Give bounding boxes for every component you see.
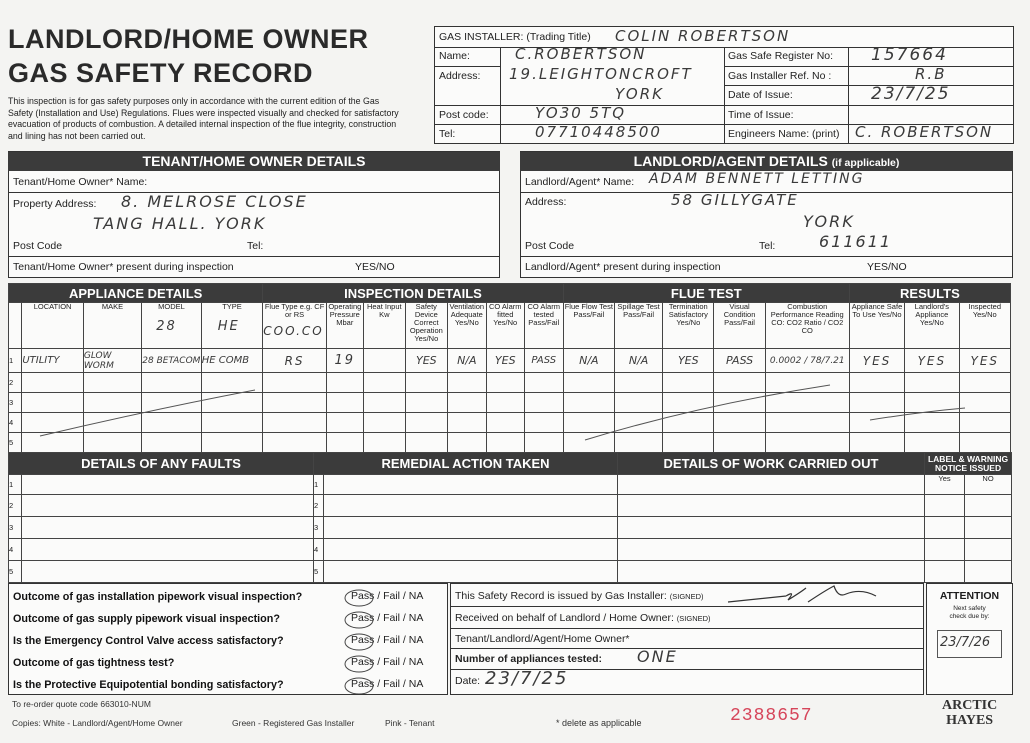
question-text: Outcome of gas tightness test?: [13, 657, 175, 669]
table-row: 1 UTILITY GLOW WORM 28 BETACOM HE COMB RS 19 YES N/A YES PASS N/A N/A YES PASS 0.0002 / 78/7.21 YES YES YES: [9, 349, 1011, 373]
col-header: Visual Condition Pass/Fail: [714, 303, 765, 349]
cell[interactable]: N/A: [563, 349, 614, 373]
landlord-name-label: Landlord/Agent* Name:: [525, 176, 635, 188]
notice-header: LABEL & WARNING NOTICE ISSUED: [925, 453, 1012, 475]
installer-eng-value[interactable]: C. ROBERTSON: [855, 123, 994, 141]
installer-issue-value[interactable]: 23/7/25: [871, 84, 951, 104]
attention-sub: Next safety check due by:: [949, 605, 990, 620]
serial-number: 2388657: [730, 706, 813, 726]
col-header: Termination Satisfactory Yes/No: [663, 303, 714, 349]
copies-pink: Pink - Tenant: [385, 718, 435, 728]
col-header: Safety Device Correct Operation Yes/No: [405, 303, 447, 349]
cell[interactable]: 0.0002 / 78/7.21: [765, 349, 849, 373]
cell[interactable]: PASS: [524, 349, 563, 373]
col-header: Inspected Yes/No: [959, 303, 1010, 349]
installer-eng-label: Engineers Name: (print): [728, 128, 840, 140]
col-header: LOCATION: [22, 303, 84, 349]
landlord-address-value2[interactable]: YORK: [803, 212, 855, 231]
installer-name-label: Name:: [439, 50, 470, 62]
col-header: Combustion Performance Reading CO: CO2 Ratio / CO2 CO: [765, 303, 849, 349]
inspection-section-header: INSPECTION DETAILS: [263, 284, 563, 303]
question-text: Is the Emergency Control Valve access satisfactory?: [13, 635, 284, 647]
installer-issue-label: Date of Issue:: [728, 89, 793, 101]
col-header: Landlord's Appliance Yes/No: [905, 303, 959, 349]
copies-white: Copies: White - Landlord/Agent/Home Owner: [12, 718, 183, 728]
installer-trading-value[interactable]: COLIN ROBERTSON: [615, 27, 791, 45]
installer-address-label: Address:: [439, 70, 481, 82]
notice-yes-label: Yes: [925, 475, 965, 495]
landlord-address-label: Address:: [525, 196, 567, 208]
model-top-value[interactable]: 28: [156, 319, 177, 334]
intro-text: This inspection is for gas safety purposes only in accordance with the current edition of the Gas Safety (Installation and Use) Regulations. Flues were inspected visually and checked for satisfactory evacuation of products of combustion. A detailed internal inspection of the flue integrity, construction and lining has not been carried out.: [8, 96, 399, 141]
cell[interactable]: YES: [849, 349, 904, 373]
col-header: Heat Input Kw: [363, 303, 405, 349]
col-header: Flue Type e.g. CF or RS: [264, 302, 325, 319]
cell[interactable]: YES: [663, 349, 714, 373]
installer-postcode-value[interactable]: YO30 5TQ: [535, 104, 627, 122]
cell[interactable]: PASS: [714, 349, 765, 373]
attention-title: ATTENTION: [939, 590, 1000, 602]
date-value[interactable]: 23/7/25: [485, 668, 569, 689]
question-answer[interactable]: Pass / Fail / NA: [351, 612, 424, 624]
table-row: 5: [9, 433, 1011, 453]
landlord-header-suffix: (if applicable): [831, 157, 900, 169]
cell[interactable]: YES: [959, 349, 1010, 373]
installer-address-value2[interactable]: YORK: [615, 85, 664, 103]
col-header: TYPE: [222, 302, 242, 311]
tenant-postcode-label: Post Code: [13, 240, 63, 252]
flue-top-value[interactable]: COO.CO: [263, 324, 324, 338]
landlord-name-value[interactable]: ADAM BENNETT LETTING: [649, 171, 865, 187]
copies-green: Green - Registered Gas Installer: [232, 718, 355, 728]
landlord-postcode-label: Post Code: [525, 240, 575, 252]
faults-table: [8, 452, 1012, 583]
cell[interactable]: YES: [486, 349, 524, 373]
tenant-tel-label: Tel:: [247, 240, 264, 252]
question-answer[interactable]: Pass / Fail / NA: [351, 590, 424, 602]
landlord-tel-value[interactable]: 611611: [819, 232, 893, 251]
tenant-address-value2[interactable]: TANG HALL. YORK: [93, 214, 267, 233]
tenant-address-label: Property Address:: [13, 198, 97, 210]
installer-name-value[interactable]: C.ROBERTSON: [515, 45, 647, 63]
questions-box: [8, 583, 448, 695]
issued-signed: (SIGNED): [669, 592, 704, 601]
work-header: DETAILS OF WORK CARRIED OUT: [618, 453, 925, 475]
cell[interactable]: YES: [405, 349, 447, 373]
tenant-name-label: Tenant/Home Owner* Name:: [13, 176, 148, 188]
installer-reg-label: Gas Safe Register No:: [728, 50, 834, 62]
attention-box: [926, 583, 1013, 695]
table-row: 2: [9, 373, 1011, 393]
question-answer[interactable]: Pass / Fail / NA: [351, 634, 424, 646]
tenant-address-value1[interactable]: 8. MELROSE CLOSE: [121, 192, 308, 211]
col-header: MODEL: [158, 302, 185, 311]
col-header: Ventilation Adequate Yes/No: [447, 303, 486, 349]
appliance-count-value[interactable]: ONE: [637, 647, 678, 666]
tenant-present-label: Tenant/Home Owner* present during inspection: [13, 261, 234, 273]
col-header: CO Alarm tested Pass/Fail: [524, 303, 563, 349]
appliance-count-label: Number of appliances tested:: [455, 653, 603, 665]
installer-reg-value[interactable]: 157664: [871, 45, 948, 65]
installer-ref-value[interactable]: R.B: [915, 65, 947, 83]
cell[interactable]: RS: [263, 349, 327, 373]
tenant-present-value[interactable]: YES/NO: [355, 261, 395, 273]
col-header: Spillage Test Pass/Fail: [614, 303, 662, 349]
installer-tel-label: Tel:: [439, 128, 456, 140]
remedial-header: REMEDIAL ACTION TAKEN: [314, 453, 618, 475]
table-row: 2 2: [9, 495, 1012, 517]
received-signed: (SIGNED): [676, 614, 711, 623]
title-line2: GAS SAFETY RECORD: [8, 58, 314, 88]
table-row: 5 5: [9, 561, 1012, 583]
col-header: Flue Flow Test Pass/Fail: [563, 303, 614, 349]
col-header: MAKE: [83, 303, 141, 349]
col-header: Operating Pressure Mbar: [326, 303, 363, 349]
results-section-header: RESULTS: [849, 284, 1010, 303]
signature-box: [450, 583, 924, 695]
tenant-sign-label: Tenant/Landlord/Agent/Home Owner*: [455, 633, 630, 645]
type-top-value[interactable]: HE: [217, 319, 240, 334]
appliance-section-header: APPLIANCE DETAILS: [9, 284, 263, 303]
col-header: Appliance Safe To Use Yes/No: [849, 303, 904, 349]
landlord-header-title: LANDLORD/AGENT DETAILS: [633, 153, 828, 169]
installer-postcode-label: Post code:: [439, 109, 489, 121]
cell[interactable]: YES: [905, 349, 959, 373]
cell[interactable]: N/A: [614, 349, 662, 373]
flue-section-header: FLUE TEST: [563, 284, 849, 303]
installer-signature[interactable]: [726, 584, 886, 608]
landlord-present-label: Landlord/Agent* present during inspection: [525, 261, 721, 273]
cell[interactable]: UTILITY: [22, 349, 84, 373]
table-row: 4 4: [9, 539, 1012, 561]
table-row: 3: [9, 393, 1011, 413]
col-header: CO Alarm fitted Yes/No: [486, 303, 524, 349]
landlord-tel-label: Tel:: [759, 240, 776, 252]
question-answer[interactable]: Pass / Fail / NA: [351, 678, 424, 690]
installer-tel-value[interactable]: 07710448500: [535, 123, 662, 141]
faults-header: DETAILS OF ANY FAULTS: [9, 453, 314, 475]
arctic-hayes-logo: ARCTIC HAYES: [942, 698, 998, 728]
installer-time-label: Time of Issue:: [728, 109, 794, 121]
reorder-text: To re-order quote code 663010-NUM: [12, 699, 151, 709]
cell[interactable]: GLOW WORM: [83, 349, 141, 373]
question-answer[interactable]: Pass / Fail / NA: [351, 656, 424, 668]
installer-address-value1[interactable]: 19.LEIGHTONCROFT: [509, 65, 693, 83]
question-text: Outcome of gas installation pipework visual inspection?: [13, 591, 303, 603]
next-check-value[interactable]: 23/7/26: [940, 635, 991, 650]
question-text: Outcome of gas supply pipework visual inspection?: [13, 613, 280, 625]
cell[interactable]: 28 BETACOM: [142, 349, 201, 373]
delete-note: * delete as applicable: [556, 718, 642, 728]
notice-no-label: NO: [965, 475, 1012, 495]
cell[interactable]: HE COMB: [201, 349, 263, 373]
installer-trading-label: GAS INSTALLER: (Trading Title): [439, 31, 591, 43]
cell[interactable]: 19: [326, 349, 363, 373]
question-text: Is the Protective Equipotential bonding satisfactory?: [13, 679, 284, 691]
pass-circles: [339, 584, 379, 694]
installer-ref-label: Gas Installer Ref. No :: [728, 70, 832, 82]
table-row: 1 1 Yes NO: [9, 475, 1012, 495]
title-line1: LANDLORD/HOME OWNER: [8, 24, 369, 54]
table-row: 4: [9, 413, 1011, 433]
landlord-present-value[interactable]: YES/NO: [867, 261, 907, 273]
received-label: Received on behalf of Landlord / Home Owner:: [455, 612, 674, 624]
table-row: 3 3: [9, 517, 1012, 539]
cell[interactable]: N/A: [447, 349, 486, 373]
issued-label: This Safety Record is issued by Gas Installer:: [455, 590, 667, 602]
landlord-address-value1[interactable]: 58 GILLYGATE: [671, 191, 799, 209]
date-label: Date:: [455, 675, 481, 687]
tenant-header: TENANT/HOME OWNER DETAILS: [8, 152, 500, 171]
